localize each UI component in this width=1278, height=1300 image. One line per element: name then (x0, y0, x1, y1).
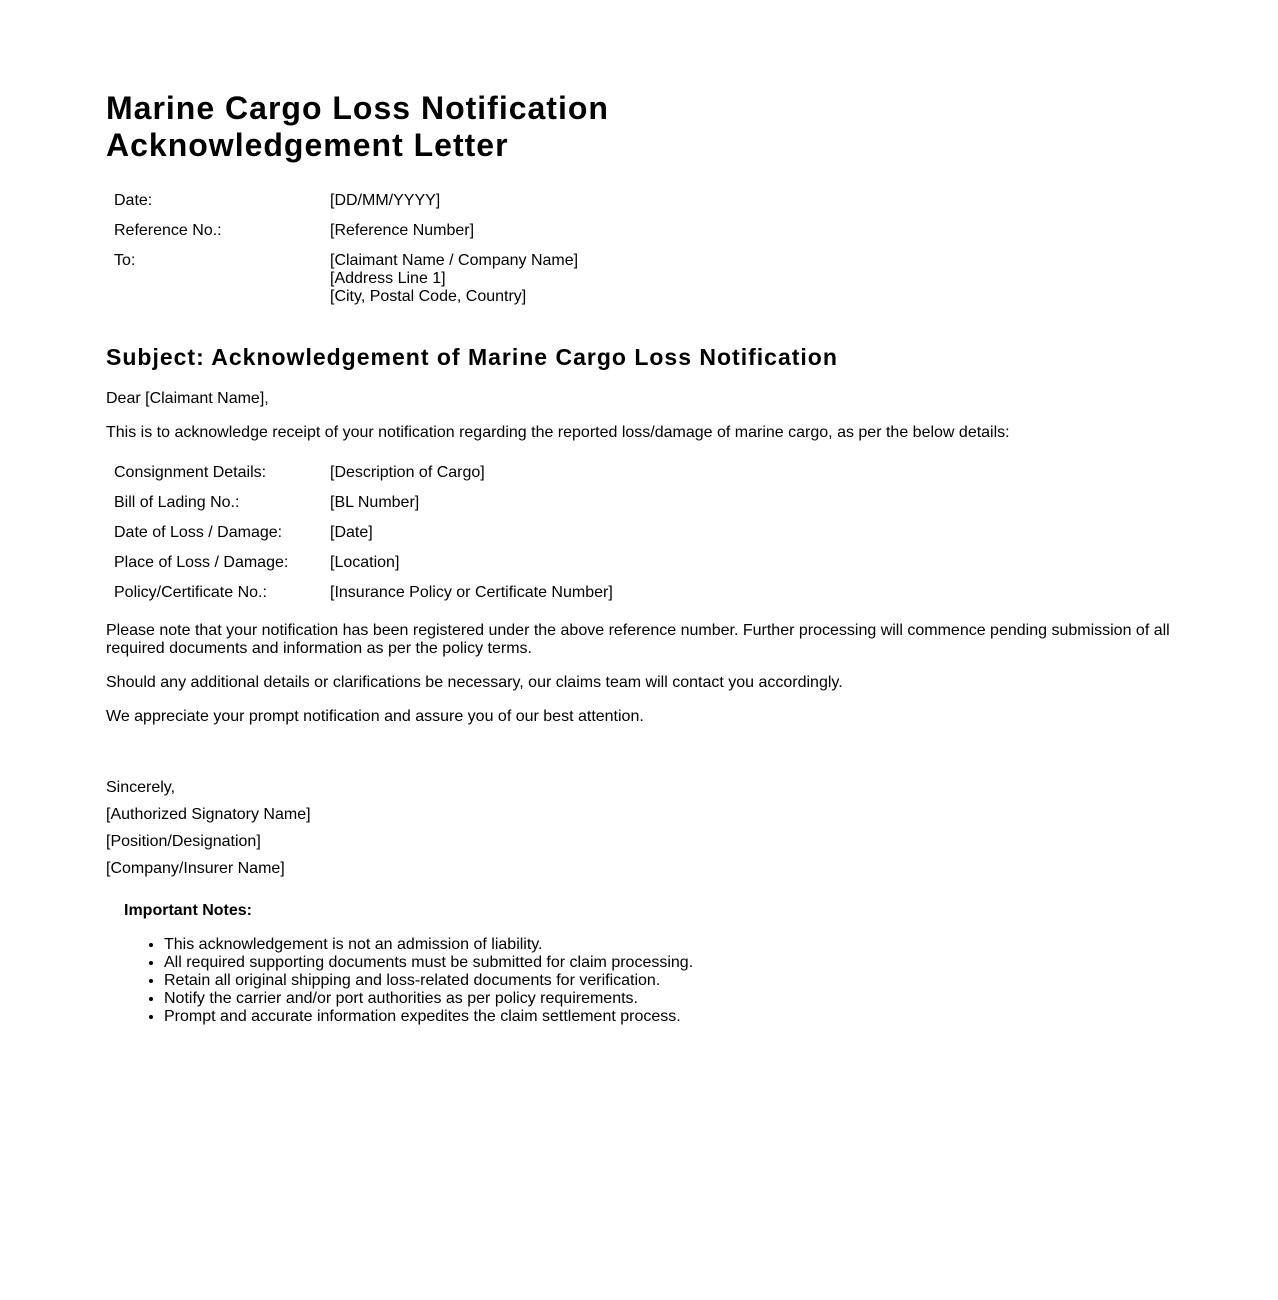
list-item: • Prompt and accurate information expedites the claim settlement process. (164, 1008, 1186, 1026)
detail-value: [Description of Cargo] (330, 464, 485, 481)
detail-label: Bill of Lading No.: (114, 494, 240, 511)
body-paragraph-appreciation: We appreciate your prompt notification and assure you of our best attention. (106, 708, 644, 725)
claim-details (114, 464, 1186, 602)
list-item: • This acknowledgement is not an admission of liability. (164, 936, 1186, 954)
detail-row-consignment (114, 464, 1186, 482)
signatory-position: [Position/Designation] (106, 833, 261, 850)
detail-label: Place of Loss / Damage: (114, 554, 289, 571)
meta-label: To: (114, 252, 136, 269)
detail-label: Policy/Certificate No.: (114, 584, 267, 601)
signatory-name: [Authorized Signatory Name] (106, 806, 311, 823)
meta-value: [DD/MM/YYYY] (330, 192, 441, 209)
notes-list (124, 936, 1186, 1026)
signature-block (106, 779, 1186, 878)
list-item: • Retain all original shipping and loss-related documents for verification. (164, 972, 1186, 990)
detail-row-bill-of-lading (114, 494, 1186, 512)
letter-meta (114, 192, 1186, 306)
letter-page (106, 90, 1186, 1026)
intro-paragraph: This is to acknowledge receipt of your notification regarding the reported loss/damage of marine cargo, as per the below details: (106, 424, 1010, 441)
detail-row-place-of-loss (114, 554, 1186, 572)
detail-value: [Date] (330, 524, 373, 541)
meta-label: Reference No.: (114, 222, 222, 239)
meta-row-reference (114, 222, 1186, 240)
meta-row-date (114, 192, 1186, 210)
title-line-1: Marine Cargo Loss Notification (106, 90, 609, 126)
detail-value: [Location] (330, 554, 400, 571)
page-title (106, 90, 1186, 164)
detail-label: Consignment Details: (114, 464, 267, 481)
title-line-2: Acknowledgement Letter (106, 127, 509, 163)
detail-value: [BL Number] (330, 494, 420, 511)
closing: Sincerely, (106, 779, 176, 796)
list-item: • Notify the carrier and/or port authorities as per policy requirements. (164, 990, 1186, 1008)
recipient-address (330, 252, 1186, 306)
notes-title: Important Notes: (124, 902, 252, 919)
detail-row-date-of-loss (114, 524, 1186, 542)
recipient-name: [Claimant Name / Company Name] (330, 252, 579, 269)
signatory-company: [Company/Insurer Name] (106, 860, 285, 877)
meta-label: Date: (114, 192, 153, 209)
detail-label: Date of Loss / Damage: (114, 524, 283, 541)
recipient-city: [City, Postal Code, Country] (330, 288, 527, 305)
body-paragraph-registration: Please note that your notification has been registered under the above reference number. Further processing will commence pending submission of all required documents and information as per the policy terms. (106, 622, 1170, 657)
meta-value: [Reference Number] (330, 222, 475, 239)
salutation: Dear [Claimant Name], (106, 390, 269, 407)
recipient-address-line: [Address Line 1] (330, 270, 446, 287)
body-paragraph-clarifications: Should any additional details or clarifications be necessary, our claims team will contact you accordingly. (106, 674, 843, 691)
important-notes (124, 902, 1186, 1026)
list-item: • All required supporting documents must be submitted for claim processing. (164, 954, 1186, 972)
detail-value: [Insurance Policy or Certificate Number] (330, 584, 613, 601)
subject-heading: Subject: Acknowledgement of Marine Cargo Loss Notification (106, 344, 838, 370)
detail-row-policy (114, 584, 1186, 602)
meta-row-to (114, 252, 1186, 306)
